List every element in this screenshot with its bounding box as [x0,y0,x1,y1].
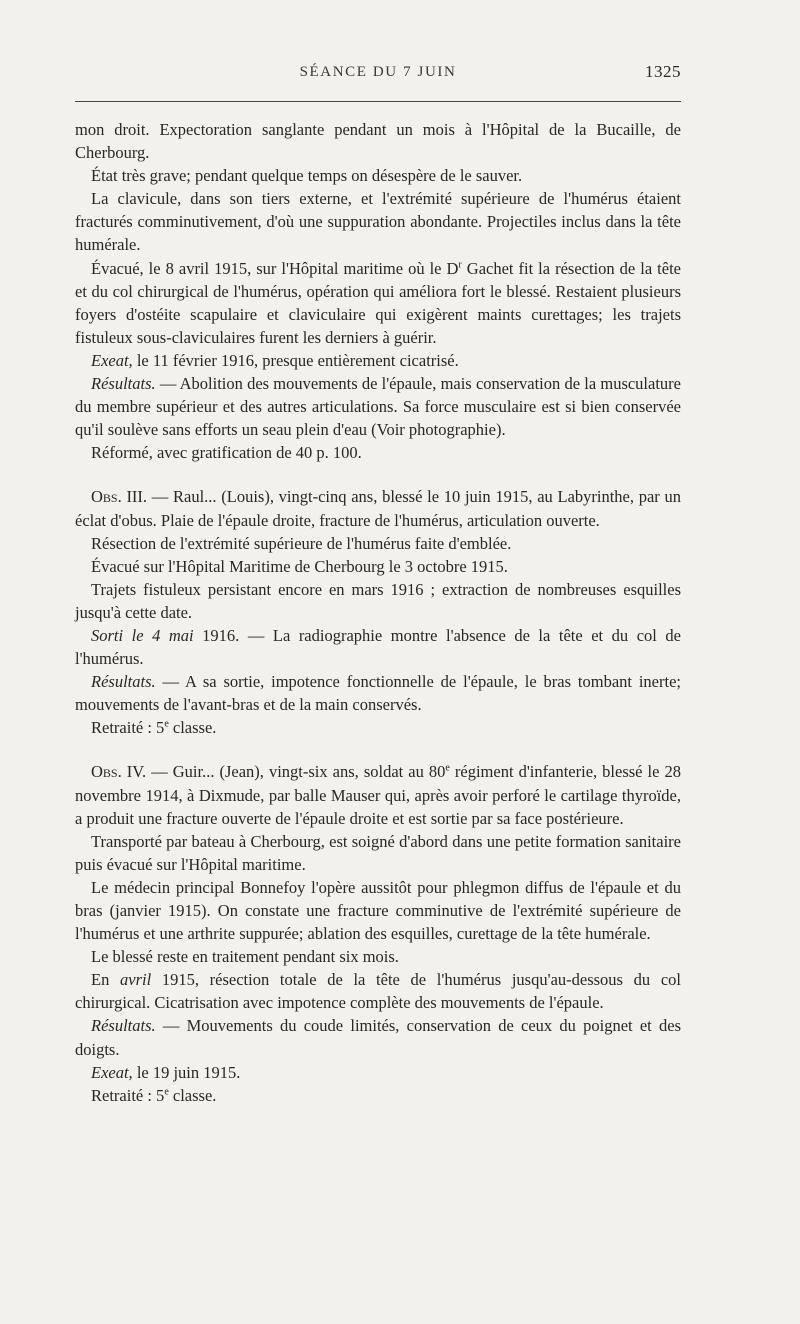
paragraph: Trajets fistuleux persistant encore en mars 1916 ; extraction de nombreuses esquilles jusqu'à cette date. [75,579,681,622]
italic-label: Exeat, [91,1062,133,1082]
text-span: En [91,970,121,990]
superscript: e [164,718,169,730]
paragraph [75,1061,681,1084]
italic-label: Résultats. [91,1016,156,1036]
italic-label: avril [120,970,152,990]
text-span: Évacué, le 8 avril 1915, sur l'Hôpital maritime où le D [91,258,459,278]
text-span: régiment d'infanterie, blessé le 28 novembre 1914, à Dixmude, par balle Mauser qui, après avoir perforé le cartilage thyroïde, a produit une fracture ouverte de l'épaule droite et est sortie par sa face postérieure. [75,762,681,828]
paragraph [75,257,681,349]
text-span: le 19 juin 1915. [132,1062,241,1082]
paragraph: Le médecin principal Bonnefoy l'opère aussitôt pour phlegmon diffus de l'épaule et du bras (janvier 1915). On constate une fracture comminutive de l'extrémité supérieure de l'humérus et une arthrite suppurée; ablation des esquilles, curettage de la tête humérale. [75,877,681,944]
paragraph [75,670,681,716]
superscript: e [445,762,450,774]
paragraph: La clavicule, dans son tiers externe, et l'extrémité supérieure de l'humérus étaient fracturés comminutivement, d'où une suppuration abondante. Projectiles inclus dans la tête humérale. [75,189,681,255]
header-rule [75,101,681,102]
paragraph: Évacué sur l'Hôpital Maritime de Cherbourg le 3 octobre 1915. [91,556,508,576]
text-span: le 11 février 1916, presque entièrement cicatrisé. [132,350,459,370]
section-gap [75,739,681,760]
observation-label: Obs. IV. [91,762,147,782]
italic-label: Résultats. [91,672,156,692]
text-span: — Abolition des mouvements de l'épaule, mais conservation de la musculature du membre supérieur et des autres articulations. Sa force musculaire est si bien conservée qu'il soulève sans efforts un seau plein d'eau (Voir photographie). [75,374,681,440]
paragraph [75,1084,681,1107]
text-span: — Guir... (Jean), vingt-six ans, soldat au 80 [146,762,446,782]
paragraph: Résection de l'extrémité supérieure de l'humérus faite d'emblée. [91,533,512,553]
text-span: Gachet fit la résection de la tête et du col chirurgical de l'humérus, opération qui améliora fort le blessé. Restaient plusieurs foyers d'ostéite scapulaire et claviculaire qui exigèrent maints curettages; les trajets fistuleux sous-claviculaires furent les derniers à guérir. [75,258,681,347]
paragraph: État très grave; pendant quelque temps on désespère de le sauver. [91,166,523,186]
paragraph [75,624,681,670]
text-span: 1915, résection totale de la tête de l'humérus jusqu'au-dessous du col chirurgical. Cicatrisation avec impotence complète des mouvements de l'épaule. [75,970,681,1013]
text-span: classe. [168,718,217,738]
paragraph: Le blessé reste en traitement pendant six mois. [91,947,399,967]
italic-label: Résultats. [91,374,156,394]
text-span: — Mouvements du coude limités, conservation de ceux du poignet et des doigts. [75,1016,681,1059]
paragraph [75,716,681,739]
paragraph [75,1014,681,1060]
superscript: e [164,1086,169,1098]
paragraph [75,760,681,829]
text-span: 1916. — La radiographie montre l'absence de la tête et du col de l'humérus. [75,625,681,669]
paragraph [75,349,681,372]
text-span: — A sa sortie, impotence fonctionnelle de l'épaule, le bras tombant inerte; mouvements de l'avant-bras et de la main conservés. [75,672,681,715]
paragraph [75,485,681,531]
page-number: 1325 [645,62,681,81]
italic-label: Exeat, [91,350,133,370]
paragraph [75,372,681,441]
italic-label: Sorti le 4 mai [91,625,194,645]
observation-label: Obs. III. [91,487,148,507]
text-span: Retraité : 5 [91,1085,165,1105]
body-text [75,118,681,1107]
paragraph: Transporté par bateau à Cherbourg, est soigné d'abord dans une petite formation sanitaire puis évacué sur l'Hôpital maritime. [75,831,681,874]
text-span: — Raul... (Louis), vingt-cinq ans, blessé le 10 juin 1915, au Labyrinthe, par un éclat d'obus. Plaie de l'épaule droite, fracture de l'humérus, articulation ouverte. [75,487,682,530]
section-gap [75,464,681,485]
paragraph: mon droit. Expectoration sanglante pendant un mois à l'Hôpital de la Bucaille, de Cherbourg. [75,120,681,163]
superscript: r [458,259,462,271]
page-header [75,64,681,88]
paragraph [75,968,681,1014]
text-span: classe. [168,1085,217,1105]
running-title: SÉANCE DU 7 JUIN [299,64,457,80]
paragraph: Réformé, avec gratification de 40 p. 100. [91,443,362,463]
text-span: Retraité : 5 [91,718,165,738]
